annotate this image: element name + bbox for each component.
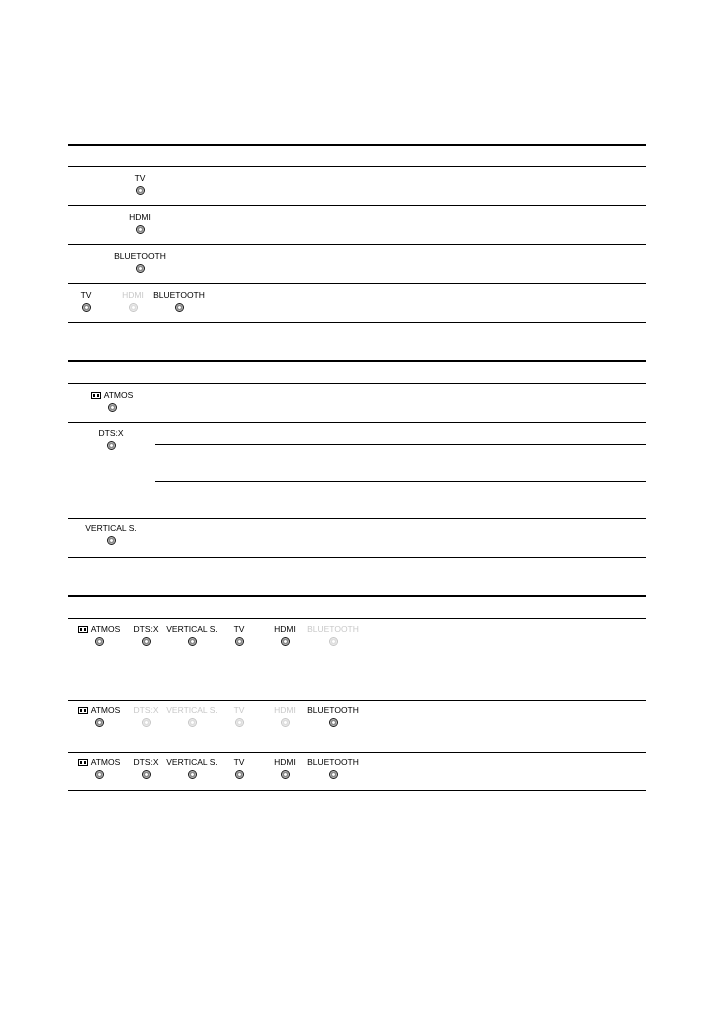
indicator-label: VERTICAL S. (166, 705, 218, 715)
indicator-label: BLUETOOTH (307, 705, 359, 715)
dolby-icon (78, 759, 88, 766)
indicator-label: TV (134, 173, 146, 183)
indicator-label-text: ATMOS (90, 624, 121, 634)
indicator-label: DTS:X (133, 705, 159, 715)
indicator-label: BLUETOOTH (307, 757, 359, 767)
row-divider (68, 205, 646, 206)
indicator-vertical-s (66, 523, 156, 545)
section2-top-rule (68, 360, 646, 362)
indicator-bluetooth (134, 290, 224, 312)
indicator-atmos (67, 390, 157, 412)
indicator-lamp-icon (108, 403, 117, 412)
section2-header-rule (68, 383, 646, 384)
indicator-lamp-icon (329, 637, 338, 646)
indicator-label: VERTICAL S. (85, 523, 137, 533)
indicator-hdmi (95, 212, 185, 234)
row-divider (68, 422, 646, 423)
indicator-lamp-icon (136, 186, 145, 195)
dolby-icon (91, 392, 101, 399)
section1-bottom-rule (68, 322, 646, 323)
indicator-lamp-icon (136, 225, 145, 234)
indicator-bluetooth (95, 251, 185, 273)
indicator-label: VERTICAL S. (166, 757, 218, 767)
indicator-bluetooth (288, 705, 378, 727)
row-divider (68, 518, 646, 519)
indicator-label: TV (80, 290, 92, 300)
indicator-label: BLUETOOTH (307, 624, 359, 634)
indicator-label: HDMI (129, 212, 151, 222)
row-divider (68, 700, 646, 701)
indicator-label: TV (233, 624, 245, 634)
indicator-lamp-icon (107, 441, 116, 450)
row-divider (68, 752, 646, 753)
indicator-label: DTS:X (98, 428, 124, 438)
indicator-label: DTS:X (133, 624, 159, 634)
sub-row-divider (155, 444, 646, 445)
indicator-bluetooth (288, 624, 378, 646)
indicator-label: TV (233, 705, 245, 715)
indicator-label: VERTICAL S. (166, 624, 218, 634)
indicator-lamp-icon (136, 264, 145, 273)
section1-top-rule (68, 144, 646, 146)
row-divider (68, 244, 646, 245)
indicator-label-text: ATMOS (103, 390, 134, 400)
indicator-label: HDMI (274, 624, 296, 634)
section3-top-rule (68, 595, 646, 597)
indicator-label-text: ATMOS (90, 705, 121, 715)
indicator-lamp-icon (175, 303, 184, 312)
indicator-lamp-icon (329, 770, 338, 779)
indicator-lamp-icon (107, 536, 116, 545)
indicator-label (67, 390, 157, 400)
row-divider (68, 283, 646, 284)
sub-row-divider (155, 481, 646, 482)
section2-bottom-rule (68, 557, 646, 558)
indicator-dtsx (66, 428, 156, 450)
indicator-tv (95, 173, 185, 195)
section3-header-rule (68, 618, 646, 619)
indicator-label: HDMI (274, 705, 296, 715)
dolby-icon (78, 626, 88, 633)
indicator-label: BLUETOOTH (114, 251, 166, 261)
indicator-label: TV (233, 757, 245, 767)
indicator-label: BLUETOOTH (153, 290, 205, 300)
indicator-label: DTS:X (133, 757, 159, 767)
indicator-lamp-icon (329, 718, 338, 727)
dolby-icon (78, 707, 88, 714)
indicator-label: HDMI (122, 290, 144, 300)
indicator-label: HDMI (274, 757, 296, 767)
indicator-bluetooth (288, 757, 378, 779)
section1-header-rule (68, 166, 646, 167)
indicator-label-text: ATMOS (90, 757, 121, 767)
section3-bottom-rule (68, 790, 646, 791)
